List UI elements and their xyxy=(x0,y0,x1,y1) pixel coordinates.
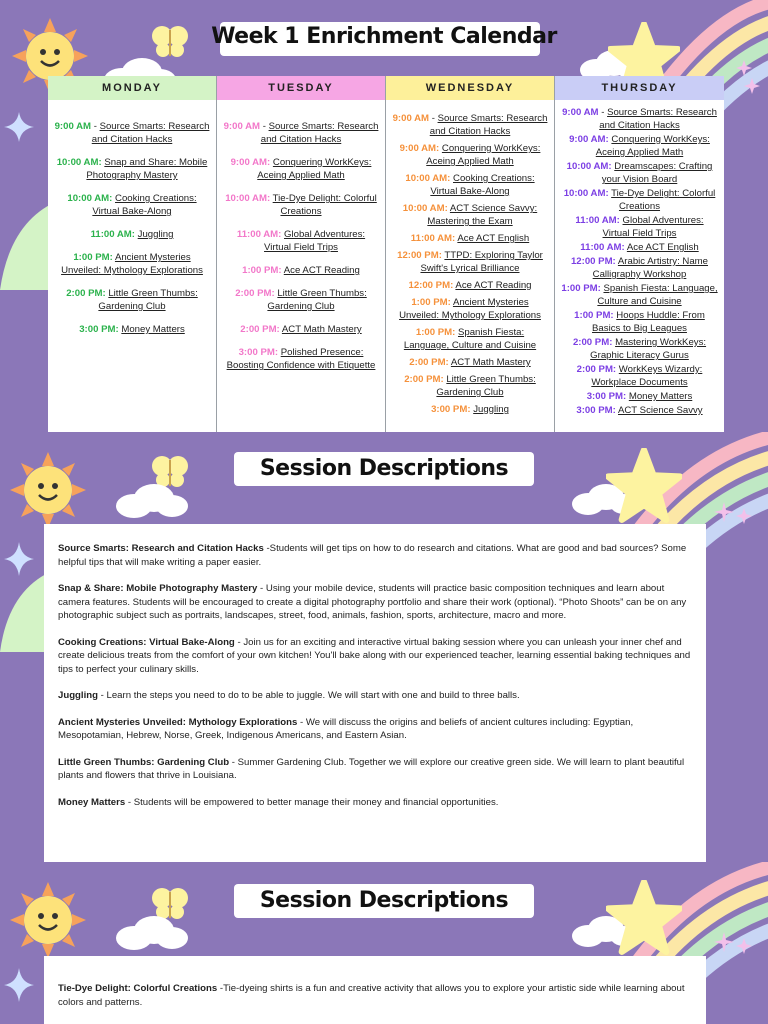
event-link[interactable]: Ace ACT Reading xyxy=(455,280,532,291)
event-link[interactable]: Source Smarts: Research and Citation Hacks xyxy=(91,121,210,145)
sparkle-icon xyxy=(4,968,34,1002)
sparkle-icon xyxy=(4,112,34,142)
descriptions-section-2 xyxy=(0,862,768,1024)
event-link[interactable]: Cooking Creations: Virtual Bake-Along xyxy=(92,193,197,217)
calendar-event: 12:00 PM: Arabic Artistry: Name Calligraphy Workshop xyxy=(570,256,709,280)
calendar-event: 1:00 PM: Ace ACT Reading xyxy=(242,265,360,276)
calendar-event: 10:00 AM: Snap and Share: Mobile Photography Mastery xyxy=(56,157,208,181)
calendar-event: 9:00 AM: Conquering WorkKeys: Aceing Applied Math xyxy=(230,157,372,181)
event-link[interactable]: Conquering WorkKeys: Aceing Applied Math xyxy=(257,157,372,181)
sparkle-icon xyxy=(714,932,754,956)
calendar-event: 11:00 AM: Global Adventures: Virtual Field Trips xyxy=(236,229,366,253)
session-name: Source Smarts: Research and Citation Hacks xyxy=(58,543,264,554)
event-link[interactable]: Source Smarts: Research and Citation Hacks xyxy=(260,121,379,145)
hill-decoration xyxy=(0,572,50,652)
calendar-event: 2:00 PM: Little Green Thumbs: Gardening Club xyxy=(235,288,367,312)
calendar-event: 9:00 AM: Conquering WorkKeys: Aceing Applied Math xyxy=(399,143,541,167)
calendar-event: 2:00 PM: Little Green Thumbs: Gardening Club xyxy=(404,374,536,398)
event-link[interactable]: Arabic Artistry: Name Calligraphy Workshop xyxy=(592,256,709,280)
session-description: Juggling - Learn the steps you need to do to be able to juggle. We will start with one and build to three balls. xyxy=(58,690,520,701)
cloud-icon xyxy=(112,484,192,518)
event-link[interactable]: Cooking Creations: Virtual Bake-Along xyxy=(430,173,535,197)
event-link[interactable]: Dreamscapes: Crafting your Vision Board xyxy=(601,161,713,185)
calendar-event: 2:00 PM: Mastering WorkKeys: Graphic Literacy Gurus xyxy=(572,337,707,361)
session-name: Tie-Dye Delight: Colorful Creations xyxy=(58,983,218,994)
day-column-monday xyxy=(48,76,217,432)
event-link[interactable]: Money Matters xyxy=(628,391,693,402)
event-link[interactable]: Source Smarts: Research and Citation Hacks xyxy=(429,113,548,137)
event-link[interactable]: Little Green Thumbs: Gardening Club xyxy=(267,288,367,312)
day-events xyxy=(555,100,724,417)
day-header: WEDNESDAY xyxy=(386,76,554,100)
calendar-grid xyxy=(48,76,724,432)
session-name: Ancient Mysteries Unveiled: Mythology Explorations xyxy=(58,716,298,728)
event-link[interactable]: Tie-Dye Delight: Colorful Creations xyxy=(611,188,716,212)
session-description: Snap & Share: Mobile Photography Mastery - Using your mobile device, students will practice basic composition techniques and learn about camera features. Students will be encouraged to create a digital photography portfolio and share their work (optional). “Photo Shoots” can be on any photographic subject such as portraits, landscapes, street, food, animals, fashion, sports, architecture, macro and more. xyxy=(58,583,687,621)
calendar-event: 1:00 PM: Spanish Fiesta: Language, Culture and Cuisine xyxy=(561,283,718,307)
day-header: TUESDAY xyxy=(217,76,385,100)
day-header: THURSDAY xyxy=(555,76,724,100)
page-title: Week 1 Enrichment Calendar xyxy=(211,24,557,49)
calendar-event: 1:00 PM: Hoops Huddle: From Basics to Big Leagues xyxy=(574,310,705,334)
calendar-event: 11:00 AM: Ace ACT English xyxy=(410,233,530,244)
day-header: MONDAY xyxy=(48,76,216,100)
descriptions-panel xyxy=(44,956,706,1024)
event-link[interactable]: Juggling xyxy=(137,229,174,240)
event-link[interactable]: Ace ACT English xyxy=(626,242,699,253)
calendar-event: 11:00 AM: Ace ACT English xyxy=(580,242,699,253)
event-link[interactable]: ACT Math Mastery xyxy=(281,324,362,335)
event-link[interactable]: Global Adventures: Virtual Field Trips xyxy=(264,229,366,253)
day-column-thursday xyxy=(555,76,724,432)
event-link[interactable]: Money Matters xyxy=(121,324,185,335)
calendar-event: 10:00 AM: Tie-Dye Delight: Colorful Creations xyxy=(563,188,716,212)
event-link[interactable]: Hoops Huddle: From Basics to Big Leagues xyxy=(592,310,705,334)
cloud-icon xyxy=(112,916,192,950)
event-link[interactable]: Ace ACT English xyxy=(457,233,530,244)
calendar-event: 10:00 AM: Cooking Creations: Virtual Bake-Along xyxy=(405,173,535,197)
session-description: Little Green Thumbs: Gardening Club - Summer Gardening Club. Together we will explore our creative green side. We will learn to plant beautiful plants and flowers that thrive in Louisiana. xyxy=(58,756,685,781)
calendar-event: 3:00 PM: ACT Science Savvy xyxy=(576,405,703,416)
event-link[interactable]: ACT Science Savvy xyxy=(617,405,703,416)
calendar-event: 10:00 AM: Tie-Dye Delight: Colorful Creations xyxy=(225,193,377,217)
calendar-event: 3:00 PM: Juggling xyxy=(431,404,509,415)
event-link[interactable]: Ancient Mysteries Unveiled: Mythology Explorations xyxy=(61,252,203,276)
calendar-event: 9:00 AM - Source Smarts: Research and Citation Hacks xyxy=(54,121,210,145)
sparkle-icon xyxy=(714,502,754,526)
section-title: Session Descriptions xyxy=(259,888,509,913)
calendar-event: 10:00 AM: ACT Science Savvy: Mastering the Exam xyxy=(402,203,538,227)
calendar-event: 12:00 PM: Ace ACT Reading xyxy=(408,280,532,291)
calendar-event: 11:00 AM: Juggling xyxy=(90,229,174,240)
session-name: Snap & Share: Mobile Photography Mastery xyxy=(58,583,258,594)
sparkle-icon xyxy=(736,60,760,96)
descriptions-section-1 xyxy=(0,432,768,862)
calendar-event: 9:00 AM - Source Smarts: Research and Citation Hacks xyxy=(223,121,379,145)
day-events xyxy=(217,100,385,372)
session-name: Cooking Creations: Virtual Bake-Along xyxy=(58,636,235,648)
session-description: Source Smarts: Research and Citation Hacks -Students will get tips on how to do research and citations. What are good and bad sources? Some helpful tips that will make writing a paper easier. xyxy=(58,543,687,568)
session-name: Juggling xyxy=(58,690,98,701)
day-events xyxy=(386,100,554,416)
event-link[interactable]: Conquering WorkKeys: Aceing Applied Math xyxy=(595,134,710,158)
calendar-event: 9:00 AM - Source Smarts: Research and Citation Hacks xyxy=(392,113,548,137)
event-link[interactable]: Ancient Mysteries Unveiled: Mythology Explorations xyxy=(399,297,541,321)
event-link[interactable]: Little Green Thumbs: Gardening Club xyxy=(98,288,198,312)
calendar-event: 2:00 PM: Little Green Thumbs: Gardening Club xyxy=(66,288,198,312)
event-link[interactable]: Little Green Thumbs: Gardening Club xyxy=(436,374,536,398)
event-link[interactable]: Polished Presence: Boosting Confidence with Etiquette xyxy=(226,347,376,371)
calendar-event: 2:00 PM: WorkKeys Wizardy: Workplace Documents xyxy=(576,364,703,388)
event-link[interactable]: Spanish Fiesta: Language, Culture and Cuisine xyxy=(403,327,537,351)
event-link[interactable]: Juggling xyxy=(473,404,509,415)
calendar-event: 9:00 AM - Source Smarts: Research and Citation Hacks xyxy=(562,107,717,131)
event-link[interactable]: ACT Science Savvy: Mastering the Exam xyxy=(427,203,538,227)
calendar-event: 11:00 AM: Global Adventures: Virtual Field Trips xyxy=(575,215,704,239)
calendar-event: 9:00 AM: Conquering WorkKeys: Aceing Applied Math xyxy=(569,134,710,158)
section-title: Session Descriptions xyxy=(259,456,509,481)
event-link[interactable]: Source Smarts: Research and Citation Hacks xyxy=(599,107,717,131)
event-link[interactable]: TTPD: Exploring Taylor Swift's Lyrical Brilliance xyxy=(420,250,543,274)
calendar-section xyxy=(0,0,768,432)
session-name: Little Green Thumbs: Gardening Club xyxy=(58,756,230,768)
calendar-event: 10:00 AM: Dreamscapes: Crafting your Vision Board xyxy=(566,161,713,185)
event-link[interactable]: Spanish Fiesta: Language, Culture and Cuisine xyxy=(597,283,718,307)
day-column-tuesday xyxy=(217,76,386,432)
calendar-event: 1:00 PM: Spanish Fiesta: Language, Culture and Cuisine xyxy=(403,327,537,351)
event-link[interactable]: Conquering WorkKeys: Aceing Applied Math xyxy=(426,143,541,167)
calendar-event: 12:00 PM: TTPD: Exploring Taylor Swift's Lyrical Brilliance xyxy=(397,250,543,274)
calendar-event: 10:00 AM: Cooking Creations: Virtual Bake-Along xyxy=(67,193,197,217)
day-column-wednesday xyxy=(386,76,555,432)
session-name: Money Matters xyxy=(58,796,126,808)
calendar-event: 2:00 PM: ACT Math Mastery xyxy=(409,357,531,368)
descriptions-panel xyxy=(44,524,706,862)
day-events xyxy=(48,100,216,336)
session-description: Cooking Creations: Virtual Bake-Along - Join us for an exciting and interactive virtual baking session where you can unleash your inner chef and create delicious treats from the comfort of your own kitchen! You'll bake along with our experienced teacher, learning essential baking techniques and tips to perfect your culinary skills. xyxy=(58,636,691,675)
calendar-event: 1:00 PM: Ancient Mysteries Unveiled: Mythology Explorations xyxy=(399,297,541,321)
calendar-event: 2:00 PM: ACT Math Mastery xyxy=(240,324,362,335)
event-link[interactable]: Global Adventures: Virtual Field Trips xyxy=(602,215,704,239)
event-link[interactable]: Mastering WorkKeys: Graphic Literacy Gurus xyxy=(590,337,707,361)
calendar-event: 3:00 PM: Polished Presence: Boosting Confidence with Etiquette xyxy=(226,347,376,371)
event-link[interactable]: Snap and Share: Mobile Photography Mastery xyxy=(86,157,208,181)
session-description: Tie-Dye Delight: Colorful Creations -Tie-dyeing shirts is a fun and creative activity that allows you to explore your artistic side while learning about colors and patterns. xyxy=(58,983,685,1008)
sparkle-icon xyxy=(4,542,34,576)
event-link[interactable]: Tie-Dye Delight: Colorful Creations xyxy=(272,193,377,217)
calendar-event: 1:00 PM: Ancient Mysteries Unveiled: Mythology Explorations xyxy=(61,252,203,276)
calendar-event: 3:00 PM: Money Matters xyxy=(586,391,693,402)
session-description: Ancient Mysteries Unveiled: Mythology Explorations - We will discuss the origins and beliefs of ancient cultures including: Egyptian, Mesopotamian, Hebrew, Norse, Greek, Indigenous Americans, and Eastern Asian. xyxy=(58,716,634,741)
session-description: Money Matters - Students will be empowered to better manage their money and financial opportunities. xyxy=(58,796,499,808)
event-link[interactable]: ACT Math Mastery xyxy=(450,357,531,368)
event-link[interactable]: Ace ACT Reading xyxy=(283,265,360,276)
calendar-event: 3:00 PM: Money Matters xyxy=(79,324,185,335)
event-link[interactable]: WorkKeys Wizardy: Workplace Documents xyxy=(591,364,703,388)
